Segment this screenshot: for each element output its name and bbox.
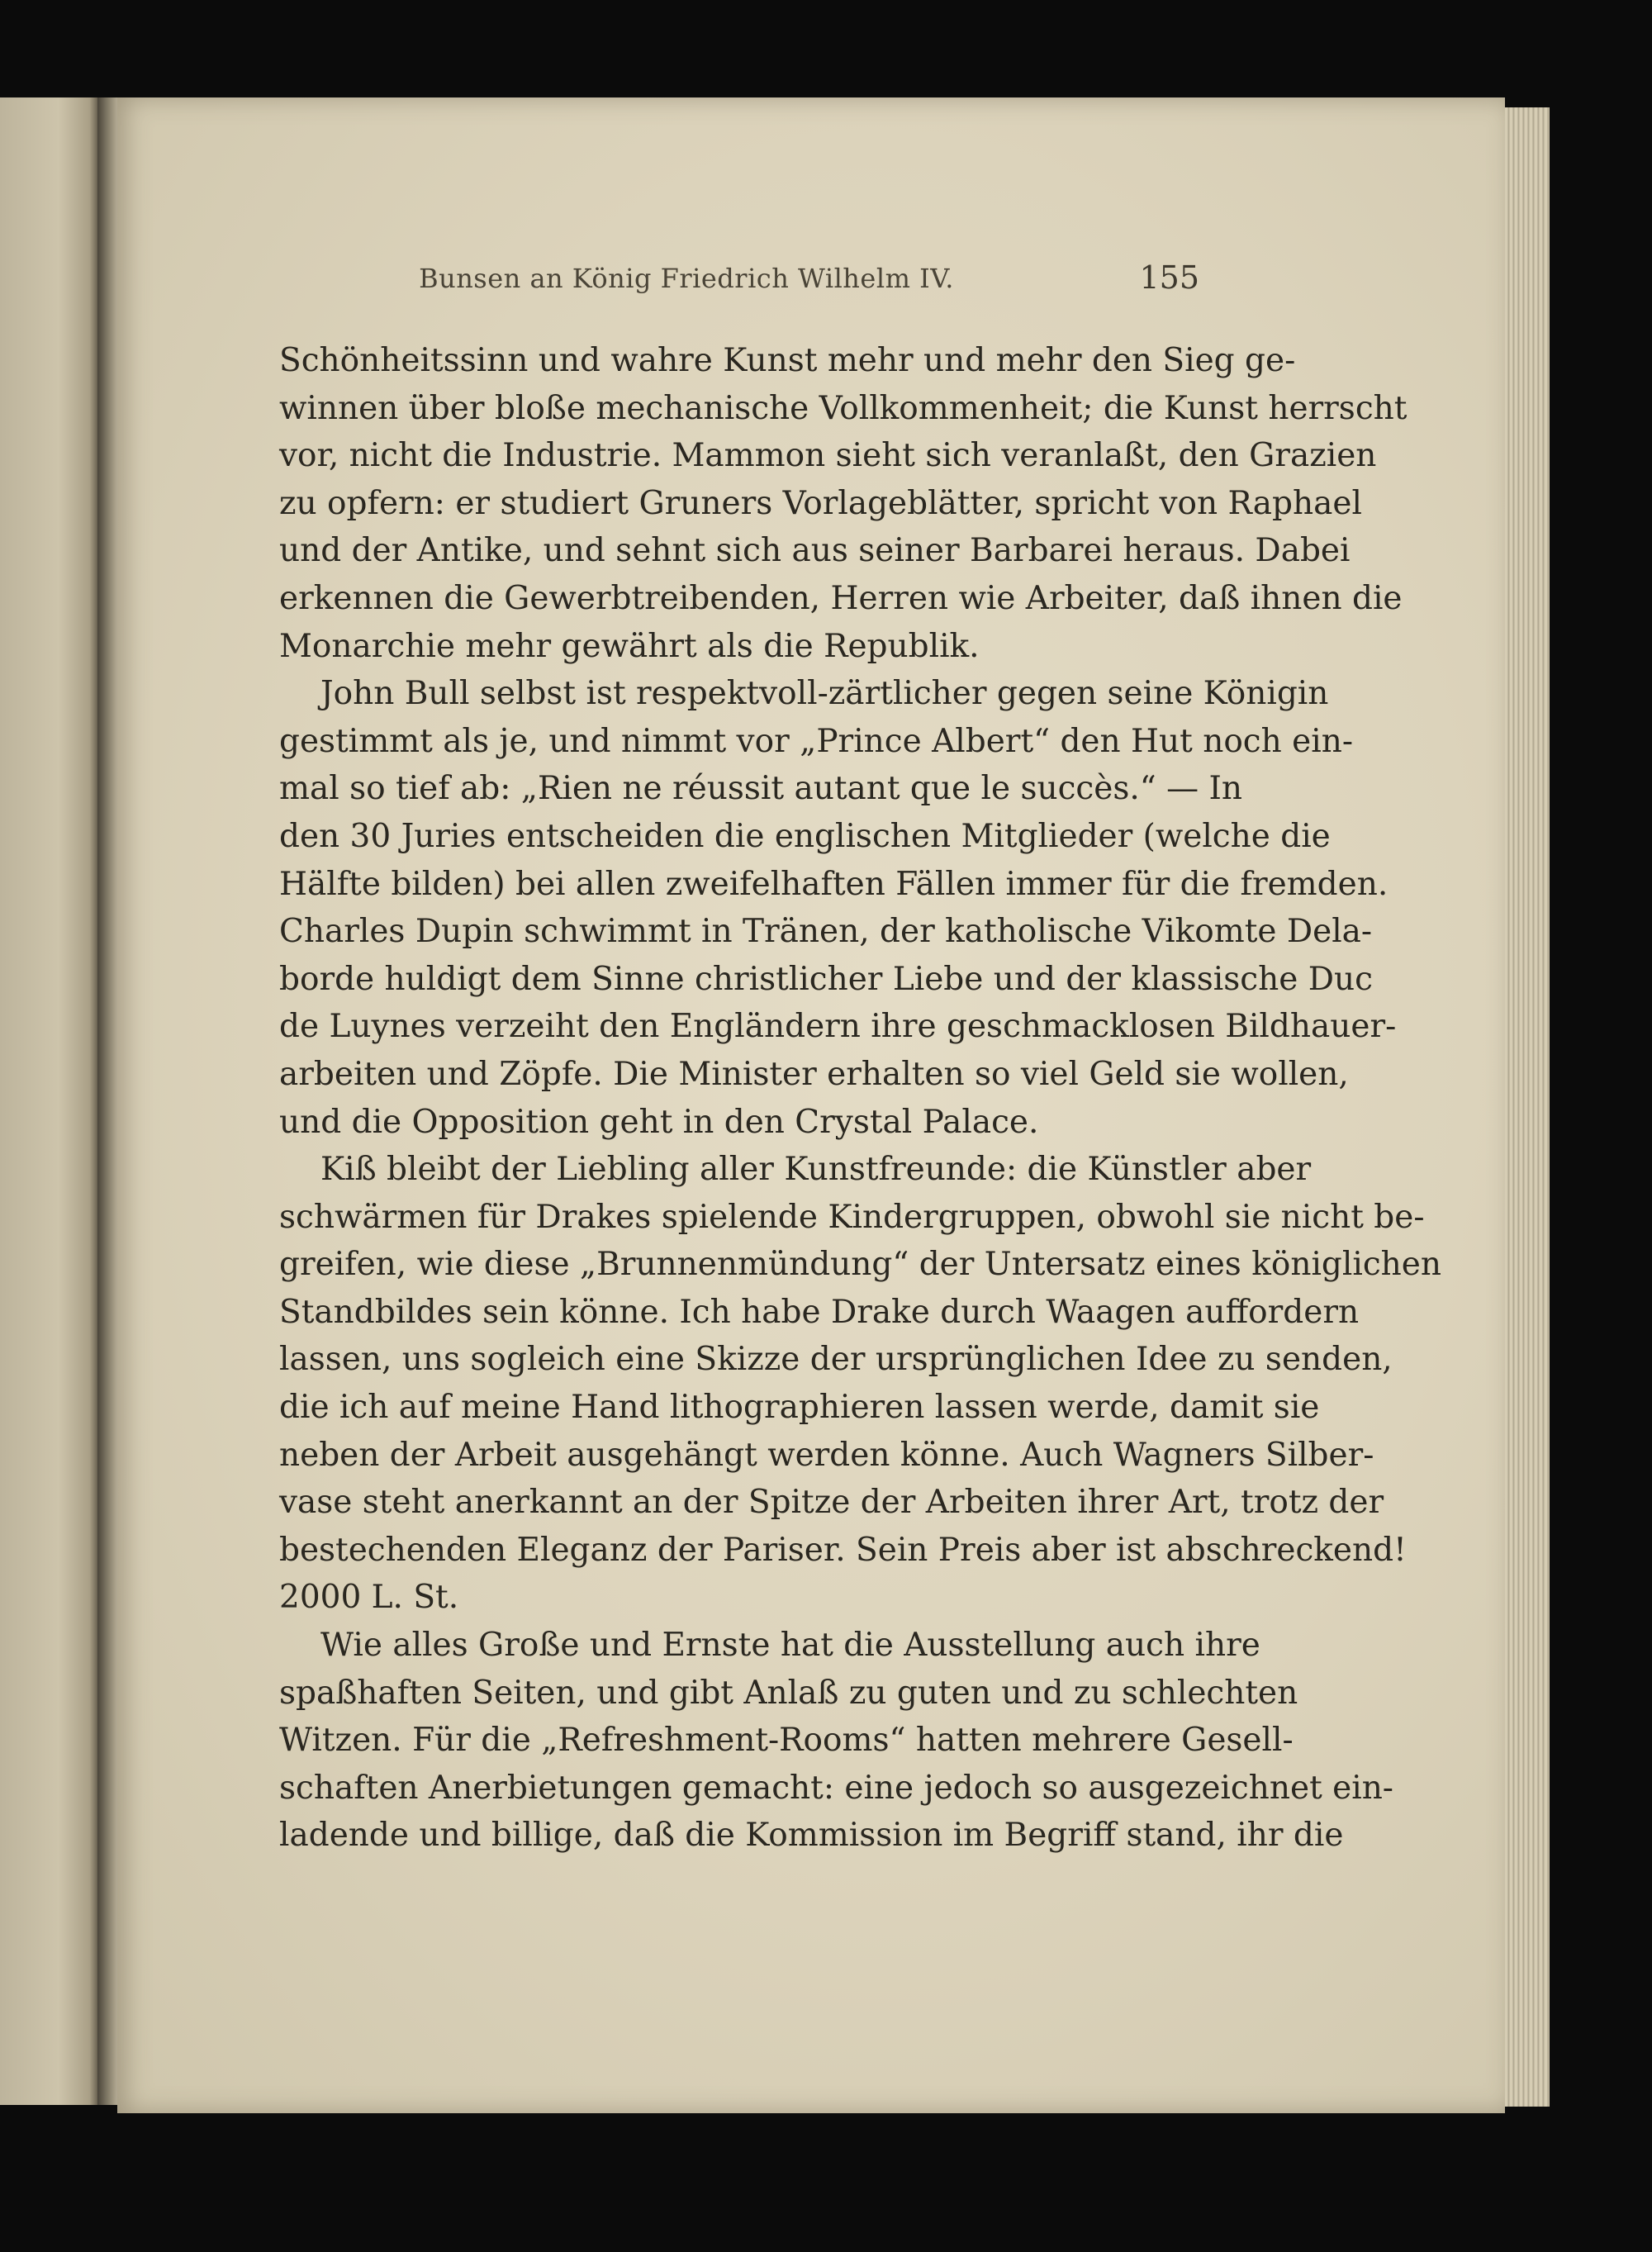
text-line: Monarchie mehr gewährt als die Republik. bbox=[279, 627, 980, 665]
text-line: spaßhaften Seiten, und gibt Anlaß zu guten und zu schlechten bbox=[279, 1674, 1298, 1712]
text-line: 2000 L. St. bbox=[279, 1579, 459, 1617]
text-line: vase steht anerkannt an der Spitze der Arbeiten ihrer Art, trotz der bbox=[279, 1484, 1384, 1522]
text-line: Hälfte bilden) bei allen zweifelhaften Fällen immer für die fremden. bbox=[279, 865, 1389, 903]
left-page-edge bbox=[0, 97, 97, 2105]
text-line: greifen, wie diese „Brunnenmündung“ der Untersatz eines königlichen bbox=[279, 1246, 1441, 1284]
text-line: de Luynes verzeiht den Engländern ihre geschmacklosen Bildhauer- bbox=[279, 1008, 1397, 1046]
text-line: Kiß bleibt der Liebling aller Kunstfreunde: die Künstler aber bbox=[320, 1151, 1312, 1189]
text-line: und der Antike, und sehnt sich aus seiner Barbarei heraus. Dabei bbox=[279, 532, 1351, 570]
text-line: Wie alles Große und Ernste hat die Ausstellung auch ihre bbox=[320, 1627, 1260, 1665]
body-text bbox=[279, 337, 1441, 1860]
text-line: arbeiten und Zöpfe. Die Minister erhalten so viel Geld sie wollen, bbox=[279, 1055, 1349, 1093]
text-line: Witzen. Für die „Refreshment-Rooms“ hatten mehrere Gesell- bbox=[279, 1722, 1294, 1760]
page-edges bbox=[1505, 107, 1550, 2107]
text-line: vor, nicht die Industrie. Mammon sieht sich veranlaßt, den Grazien bbox=[279, 437, 1377, 475]
text-line: erkennen die Gewerbtreibenden, Herren wie Arbeiter, daß ihnen die bbox=[279, 579, 1403, 617]
text-line: winnen über bloße mechanische Vollkommenheit; die Kunst herrscht bbox=[279, 389, 1408, 427]
text-line: mal so tief ab: „Rien ne réussit autant que le succès.“ — In bbox=[279, 770, 1243, 808]
text-line: schaften Anerbietungen gemacht: eine jedoch so ausgezeichnet ein- bbox=[279, 1769, 1393, 1807]
text-line: Charles Dupin schwimmt in Tränen, der katholische Vikomte Dela- bbox=[279, 913, 1373, 951]
page-number: 155 bbox=[1139, 259, 1199, 296]
text-line: die ich auf meine Hand lithographieren lassen werde, damit sie bbox=[279, 1389, 1320, 1427]
running-head: Bunsen an König Friedrich Wilhelm IV. bbox=[419, 263, 954, 294]
text-line: schwärmen für Drakes spielende Kindergruppen, obwohl sie nicht be- bbox=[279, 1198, 1425, 1236]
text-line: zu opfern: er studiert Gruners Vorlageblätter, spricht von Raphael bbox=[279, 484, 1362, 522]
text-line: und die Opposition geht in den Crystal Palace. bbox=[279, 1103, 1039, 1141]
text-line: gestimmt als je, und nimmt vor „Prince Albert“ den Hut noch ein- bbox=[279, 722, 1354, 760]
text-line: lassen, uns sogleich eine Skizze der ursprünglichen Idee zu senden, bbox=[279, 1341, 1393, 1379]
text-line: John Bull selbst ist respektvoll-zärtlicher gegen seine Königin bbox=[320, 675, 1329, 713]
text-line: Standbildes sein könne. Ich habe Drake durch Waagen auffordern bbox=[279, 1293, 1360, 1331]
page-header bbox=[273, 259, 1199, 299]
text-line: ladende und billige, daß die Kommission im Begriff stand, ihr die bbox=[279, 1817, 1344, 1855]
text-line: neben der Arbeit ausgehängt werden könne. Auch Wagners Silber- bbox=[279, 1436, 1374, 1474]
text-line: Schönheitssinn und wahre Kunst mehr und mehr den Sieg ge- bbox=[279, 342, 1296, 379]
text-line: bestechenden Eleganz der Pariser. Sein Preis aber ist abschreckend! bbox=[279, 1531, 1407, 1569]
book-gutter bbox=[97, 97, 117, 2105]
text-line: den 30 Juries entscheiden die englischen Mitglieder (welche die bbox=[279, 817, 1331, 855]
text-line: borde huldigt dem Sinne christlicher Liebe und der klassische Duc bbox=[279, 960, 1373, 998]
